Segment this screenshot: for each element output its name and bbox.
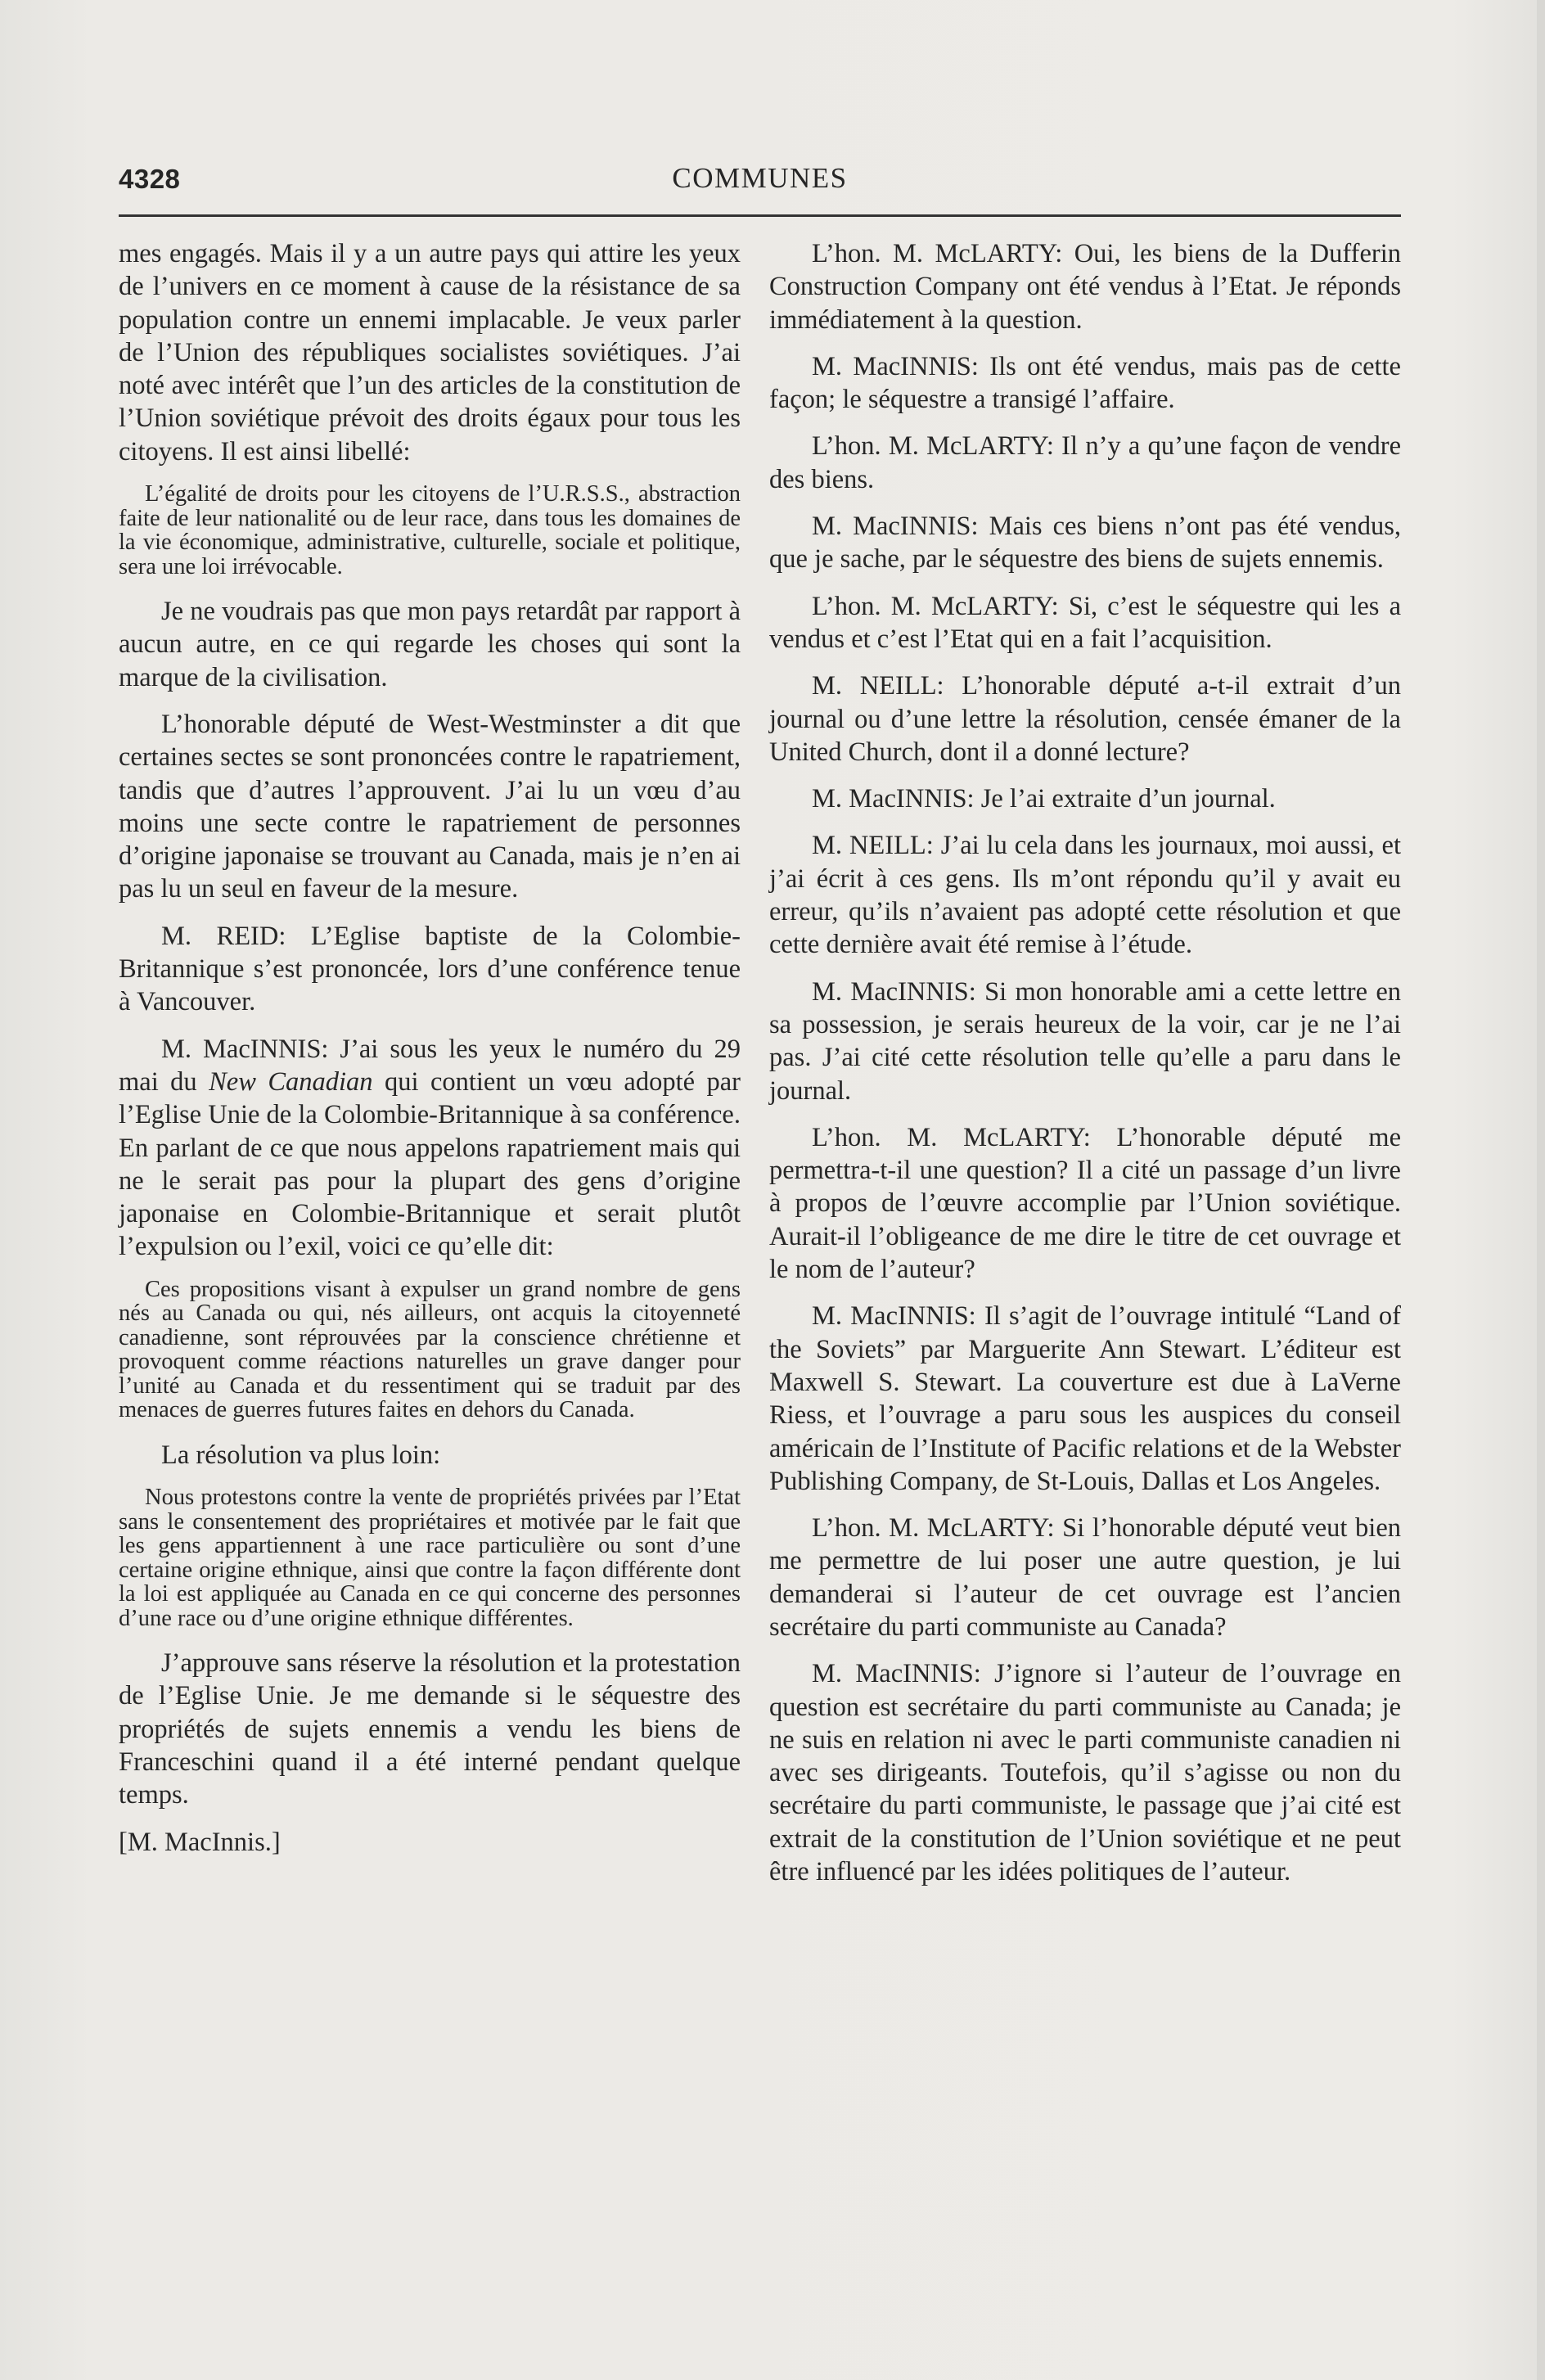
left-column [119, 237, 741, 1873]
page-number: 4328 [119, 164, 181, 194]
speaker-continuation-marker: [M. MacInnis.] [119, 1827, 281, 1857]
paragraph: J’approuve sans réserve la résolution et la protestation de l’Eglise Unie. Je me demande si le séquestre des propriétés de sujets ennemis a vendu les biens de Franceschini quand il a été interné pendant quelque temps. [119, 1648, 741, 1810]
block-quote [119, 482, 741, 579]
right-column [769, 237, 1401, 1902]
running-head: COMMUNES [672, 162, 848, 194]
paragraph: L’hon. M. McLARTY: Oui, les biens de la Dufferin Construction Company ont été vendus à l’Etat. Je réponds immédiatement à la question. [769, 239, 1401, 335]
block-quote [119, 1485, 741, 1630]
paragraph-text: M. MacINNIS: J’ai sous les yeux le numéro du 29 mai du [119, 1034, 741, 1097]
paragraph: M. REID: L’Eglise baptiste de la Colombie-Britannique s’est prononcée, lors d’une conférence tenue à Vancouver. [119, 921, 741, 1017]
quote-text: Nous protestons contre la vente de propriétés privées par l’Etat sans le consentement des propriétaires et motivée par le fait que les gens appartiennent à une race particulière ou sont d’une certaine origine ethnique, ainsi que contre la façon différente dont la loi est appliquée au Canada en ce qui concerne des personnes d’une race ou d’une origine ethnique différentes. [119, 1485, 741, 1631]
paragraph: M. MacINNIS: Si mon honorable ami a cette lettre en sa possession, je serais heureux de la voir, car je ne l’ai pas. J’ai cité cette résolution telle qu’elle a paru dans le journal. [769, 976, 1401, 1106]
paragraph: M. NEILL: J’ai lu cela dans les journaux, moi aussi, et j’ai écrit à ces gens. Ils m’ont répondu qu’il y avait eu erreur, qu’ils n’avaient pas adopté cette résolution et que cette dernière avait été remise à l’étude. [769, 831, 1401, 960]
paragraph-text: qui contient un vœu adopté par l’Eglise Unie de la Colombie-Britannique à sa conférence. En parlant de ce que nous appelons rapatriement mais qui ne le serait pas pour la plupart des gens d’origine japonaise en Colombie-Britannique et serait plutôt l’expulsion ou l’exil, voici ce qu’elle dit: [119, 1066, 741, 1262]
paragraph: M. NEILL: L’honorable député a-t-il extrait d’un journal ou d’une lettre la résolution, censée émaner de la United Church, dont il a donné lecture? [769, 671, 1401, 767]
page-edge [1537, 0, 1545, 2380]
paragraph: M. MacINNIS: Mais ces biens n’ont pas été vendus, que je sache, par le séquestre des biens de sujets ennemis. [769, 512, 1401, 575]
paragraph: L’hon. M. McLARTY: Si, c’est le séquestre qui les a vendus et c’est l’Etat qui en a fait l’acquisition. [769, 591, 1401, 654]
block-quote [119, 1278, 741, 1422]
paragraph: M. MacINNIS: Ils ont été vendus, mais pas de cette façon; le séquestre a transigé l’affaire. [769, 351, 1401, 415]
quote-text: L’égalité de droits pour les citoyens de l’U.R.S.S., abstraction faite de leur nationalité ou de leur race, dans tous les domaines de la vie économique, administrative, culturelle, sociale et politique, sera une loi irrévocable. [119, 481, 741, 579]
paragraph: L’hon. M. McLARTY: L’honorable député me permettra-t-il une question? Il a cité un passage d’un livre à propos de l’œuvre accomplie par l’Union soviétique. Aurait-il l’obligeance de me dire le titre de cet ouvrage et le nom de l’auteur? [769, 1122, 1401, 1285]
paragraph [119, 1033, 741, 1264]
page-header [119, 164, 1401, 213]
header-rule [119, 214, 1401, 217]
paragraph: L’hon. M. McLARTY: Il n’y a qu’une façon de vendre des biens. [769, 431, 1401, 494]
paragraph: La résolution va plus loin: [161, 1440, 441, 1470]
paragraph: L’hon. M. McLARTY: Si l’honorable député veut bien me permettre de lui poser une autre question, je lui demanderai si l’auteur de cet ouvrage est l’ancien secrétaire du parti communiste au Canada? [769, 1513, 1401, 1642]
quote-text: Ces propositions visant à expulser un grand nombre de gens nés au Canada ou qui, nés ailleurs, ont acquis la citoyenneté canadienne, sont réprouvées par la conscience chrétienne et provoquent comme réactions naturelles un grave danger pour l’unité au Canada et du ressentiment qui se traduit par des menaces de guerres futures faites en dehors du Canada. [119, 1276, 741, 1423]
paragraph: L’honorable député de West-Westminster a dit que certaines sectes se sont prononcées contre le rapatriement, tandis que d’autres l’approuvent. J’ai lu un vœu d’au moins une secte contre le rapatriement de personnes d’origine japonaise se trouvant au Canada, mais je n’en ai pas lu un seul en faveur de la mesure. [119, 709, 741, 904]
paragraph: Je ne voudrais pas que mon pays retardât par rapport à aucun autre, en ce qui regarde les choses qui sont la marque de la civilisation. [119, 597, 741, 692]
paragraph: M. MacINNIS: Je l’ai extraite d’un journal. [812, 784, 1276, 814]
paragraph: M. MacINNIS: Il s’agit de l’ouvrage intitulé “Land of the Soviets” par Marguerite Ann Stewart. L’éditeur est Maxwell S. Stewart. La couverture est due à LaVerne Riess, et l’ouvrage a paru sous les auspices du conseil américain de l’Institute of Pacific relations et de la Webster Publishing Company, de St-Louis, Dallas et Los Angeles. [769, 1301, 1401, 1496]
newspaper-title: New Canadian [209, 1066, 373, 1097]
paragraph: M. MacINNIS: J’ignore si l’auteur de l’ouvrage en question est secrétaire du parti communiste au Canada; je ne suis en relation ni avec le parti communiste canadien ni avec ses dirigeants. Toutefois, qu’il s’agisse ou non du secrétaire du parti communiste, le passage que j’ai cité est extrait de la constitution de l’Union soviétique et ne peut être influencé par les idées politiques de l’auteur. [769, 1659, 1401, 1887]
paragraph: mes engagés. Mais il y a un autre pays qui attire les yeux de l’univers en ce moment à cause de la résistance de sa population contre un ennemi implacable. Je veux parler de l’Union des républiques socialistes soviétiques. J’ai noté avec intérêt que l’un des articles de la constitution de l’Union soviétique prévoit des droits égaux pour tous les citoyens. Il est ainsi libellé: [119, 239, 741, 467]
